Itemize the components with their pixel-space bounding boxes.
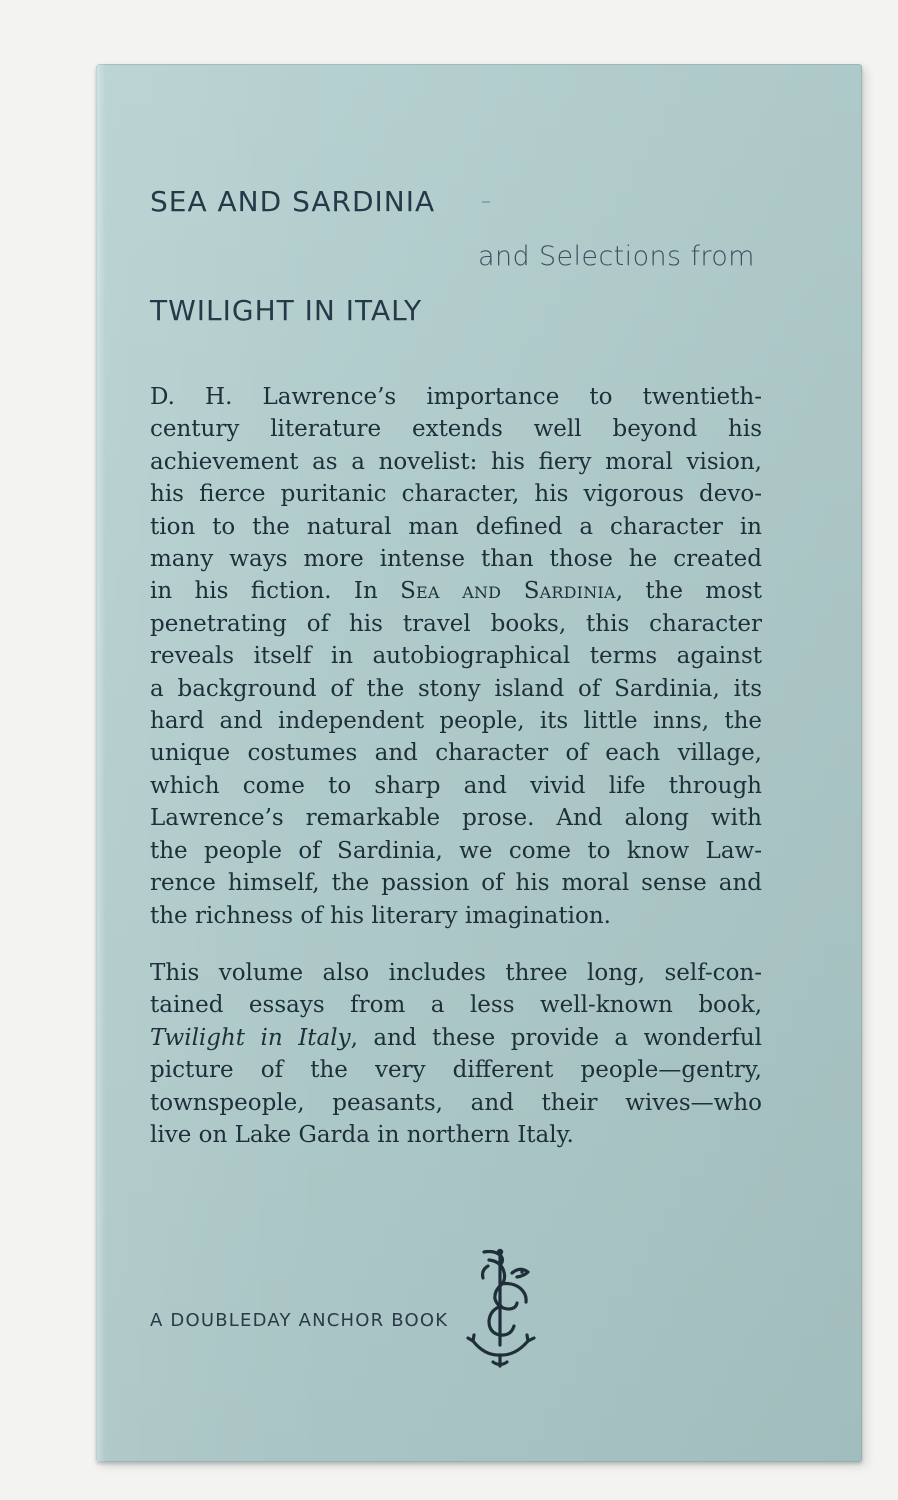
description-line: the richness of his literary imagination.	[150, 902, 611, 929]
description-line: tion to the natural man defined a character in	[150, 513, 762, 540]
description-line: century literature extends well beyond his	[150, 416, 762, 443]
description-line: hard and independent people, its little inns, the	[150, 708, 762, 735]
description-line-with-title	[150, 1022, 762, 1054]
description-line: reveals itself in autobiographical terms against	[150, 643, 762, 670]
description-line: achievement as a novelist: his fiery moral vision,	[150, 448, 762, 475]
description-line: which come to sharp and vivid life through	[150, 772, 762, 799]
anchor-dolphin-icon	[464, 1242, 560, 1374]
description-line: tained essays from a less well-known book,	[150, 992, 762, 1019]
publisher-label: A DOUBLEDAY ANCHOR BOOK	[150, 1310, 449, 1331]
title-and-selections-from: and Selections from	[478, 241, 755, 272]
description-line: a background of the stony island of Sardinia, its	[150, 675, 762, 702]
description-line: his fierce puritanic character, his vigorous devo-	[150, 481, 762, 508]
description-line: D. H. Lawrence’s importance to twentieth-	[150, 384, 762, 410]
description-paragraph-1	[150, 381, 762, 932]
title-dash	[482, 201, 490, 203]
description-line: This volume also includes three long, self-con-	[150, 959, 762, 986]
description-line: penetrating of his travel books, this character	[150, 610, 762, 637]
description-line-suffix: , the most	[615, 578, 762, 605]
description-line: many ways more intense than those he created	[150, 546, 762, 573]
description-line: rence himself, the passion of his moral sense and	[150, 870, 762, 897]
description-line: Lawrence’s remarkable prose. And along with	[150, 805, 762, 832]
cover-description	[150, 381, 762, 1151]
description-line: picture of the very different people—gentry,	[150, 1057, 762, 1084]
book-title-small-caps: Sea and Sardinia	[400, 578, 616, 605]
title-sea-and-sardinia: SEA AND SARDINIA	[150, 185, 436, 218]
description-line: the people of Sardinia, we come to know Law-	[150, 837, 762, 864]
description-line: live on Lake Garda in northern Italy.	[150, 1121, 574, 1148]
description-paragraph-2	[150, 957, 762, 1151]
description-line: townspeople, peasants, and their wives—who	[150, 1089, 762, 1116]
description-line: unique costumes and character of each village,	[150, 740, 762, 767]
book-title-italic: Twilight in Italy	[150, 1024, 351, 1051]
description-line-suffix: , and these provide a wonderful	[350, 1024, 762, 1051]
description-line-prefix: in his fiction. In	[150, 578, 401, 605]
description-line-with-title	[150, 575, 762, 607]
title-twilight-in-italy: TWILIGHT IN ITALY	[150, 294, 423, 327]
